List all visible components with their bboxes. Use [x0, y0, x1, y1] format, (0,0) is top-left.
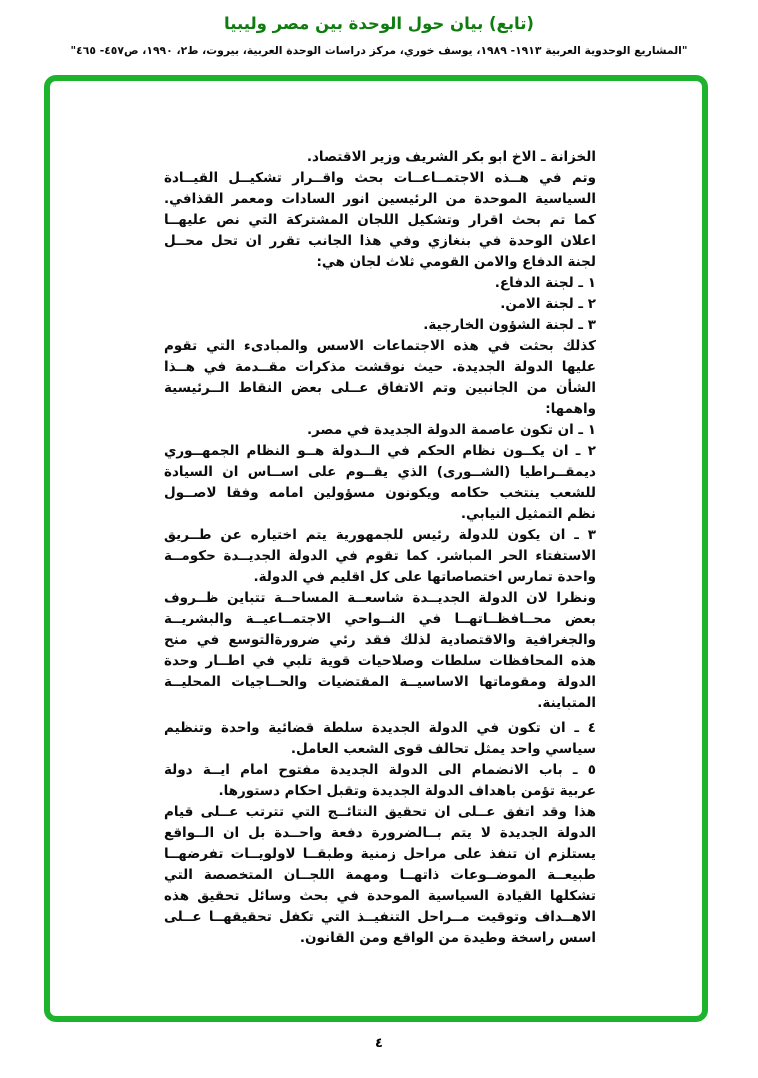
text-line: السياسية الموحدة من الرئيسين انور السادات ومعمر القذافي. [164, 191, 596, 207]
text-line: سياسي واحد يمثل تحالف قوى الشعب العامل. [290, 741, 596, 757]
text-line: ٥ ـ باب الانضمام الى الدولة الجديدة مفتوح امام ايــة دولة [164, 762, 596, 778]
text-line: الدولة ومقوماتها الاساسيــة المقتضيات والحــاجيات المحليــة [164, 674, 596, 690]
text-line: ٢ ـ ان يكــون نظام الحكم في الــدولة هــو النظام الجمهــوري [164, 443, 596, 459]
text-line: ٣ ـ ان يكون للدولة رئيس للجمهورية يتم اختياره عن طــريق [164, 527, 596, 543]
text-line: طبيعــة الموضــوعات ذاتهــا ومهمة اللجــان المتخصصة التي [164, 867, 596, 883]
page-number: ٤ [375, 1036, 383, 1051]
source-citation: "المشاريع الوحدوية العربية ١٩١٣- ١٩٨٩، يوسف خوري، مركز دراسات الوحدة العربية، بيروت، ط٢، ١٩٩٠، ص٤٥٧- ٤٦٥" [70, 44, 688, 57]
text-line: بعض محــافظــاتهــا في النــواحي الاجتمــاعيــة والبشريــة [164, 611, 596, 627]
text-line: هذه المحافظات سلطات وصلاحيات قوية تلبي في اطــار وحدة [164, 653, 596, 669]
text-line: ٢ ـ لجنة الامن. [500, 296, 596, 312]
text-line: عليها الدولة الجديدة. حيث نوقشت مذكرات مقــدمة في هــذا [164, 359, 596, 375]
text-line: عربية تؤمن باهداف الدولة الجديدة وتقبل احكام دستورها. [218, 783, 596, 799]
text-line: واحدة تمارس اختصاصاتها على كل اقليم في الدولة. [253, 569, 596, 585]
text-line: لجنة الدفاع والامن القومي ثلاث لجان هي: [316, 254, 596, 270]
document-border-frame [44, 75, 708, 1022]
text-line: يستلزم ان تنفذ على مراحل زمنية وطبقــا لاولويــات تفرضهــا [164, 846, 596, 862]
text-line: ٤ ـ ان تكون في الدولة الجديدة سلطة قضائية واحدة وتنظيم [164, 720, 596, 736]
text-line: هذا وقد اتفق عــلى ان تحقيق النتائــج التي تترتب عــلى قيام [164, 804, 596, 820]
text-line: اعلان الوحدة في بنغازي وفي هذا الجانب تقرر ان تحل محــل [164, 233, 596, 249]
text-line: وتم في هــذه الاجتمــاعــات بحث واقــرار تشكيــل القيــادة [164, 170, 596, 186]
text-line: الاستفتاء الحر المباشر. كما تقوم في الدولة الجديــدة حكومــة [164, 548, 596, 564]
text-line: اسس راسخة وطيدة من الواقع ومن القانون. [299, 930, 596, 946]
text-line: الدولة الجديدة لا يتم بــالضرورة دفعة واحــدة بل ان الــواقع [164, 825, 596, 841]
page-title: (تابع) بيان حول الوحدة بين مصر وليبيا [224, 14, 534, 33]
text-line: كما تم بحث اقرار وتشكيل اللجان المشتركة التي نص عليهــا [164, 212, 596, 228]
text-line: الاهــداف وتوقيت مــراحل التنفيــذ التي تكفل تحقيقهــا عــلى [164, 909, 596, 925]
text-line: واهمها: [545, 401, 596, 417]
document-body-text [164, 147, 596, 949]
text-line: ٣ ـ لجنة الشؤون الخارجية. [423, 317, 596, 333]
text-line: والجغرافية والاقتصادية لذلك فقد رئي ضرورةالتوسع في منح [164, 632, 596, 648]
text-line: ١ ـ لجنة الدفاع. [494, 275, 596, 291]
text-line: الخزانة ـ الاخ ابو بكر الشريف وزير الاقتصاد. [306, 149, 596, 165]
text-line: نظم التمثيل النيابي. [460, 506, 596, 522]
text-line: ١ ـ ان تكون عاصمة الدولة الجديدة في مصر. [307, 422, 596, 438]
text-line: تشكلها القيادة السياسية الموحدة في بحث وسائل تحقيق هذه [164, 888, 596, 904]
text-line: الشأن من الجانبين وتم الاتفاق عــلى بعض النقاط الــرئيسية [164, 380, 596, 396]
text-line: المتباينة. [537, 695, 596, 711]
text-line: ونظرا لان الدولة الجديــدة شاسعــة المساحــة تتباين ظــروف [164, 590, 596, 606]
text-line: كذلك بحثت في هذه الاجتماعات الاسس والمبادىء التي تقوم [164, 338, 596, 354]
text-line: ديمقــراطيا (الشــورى) الذي يقــوم على اســاس ان السيادة [164, 464, 596, 480]
text-line: للشعب ينتخب حكامه ويكونون مسؤولين امامه وفقا لاصــول [164, 485, 596, 501]
